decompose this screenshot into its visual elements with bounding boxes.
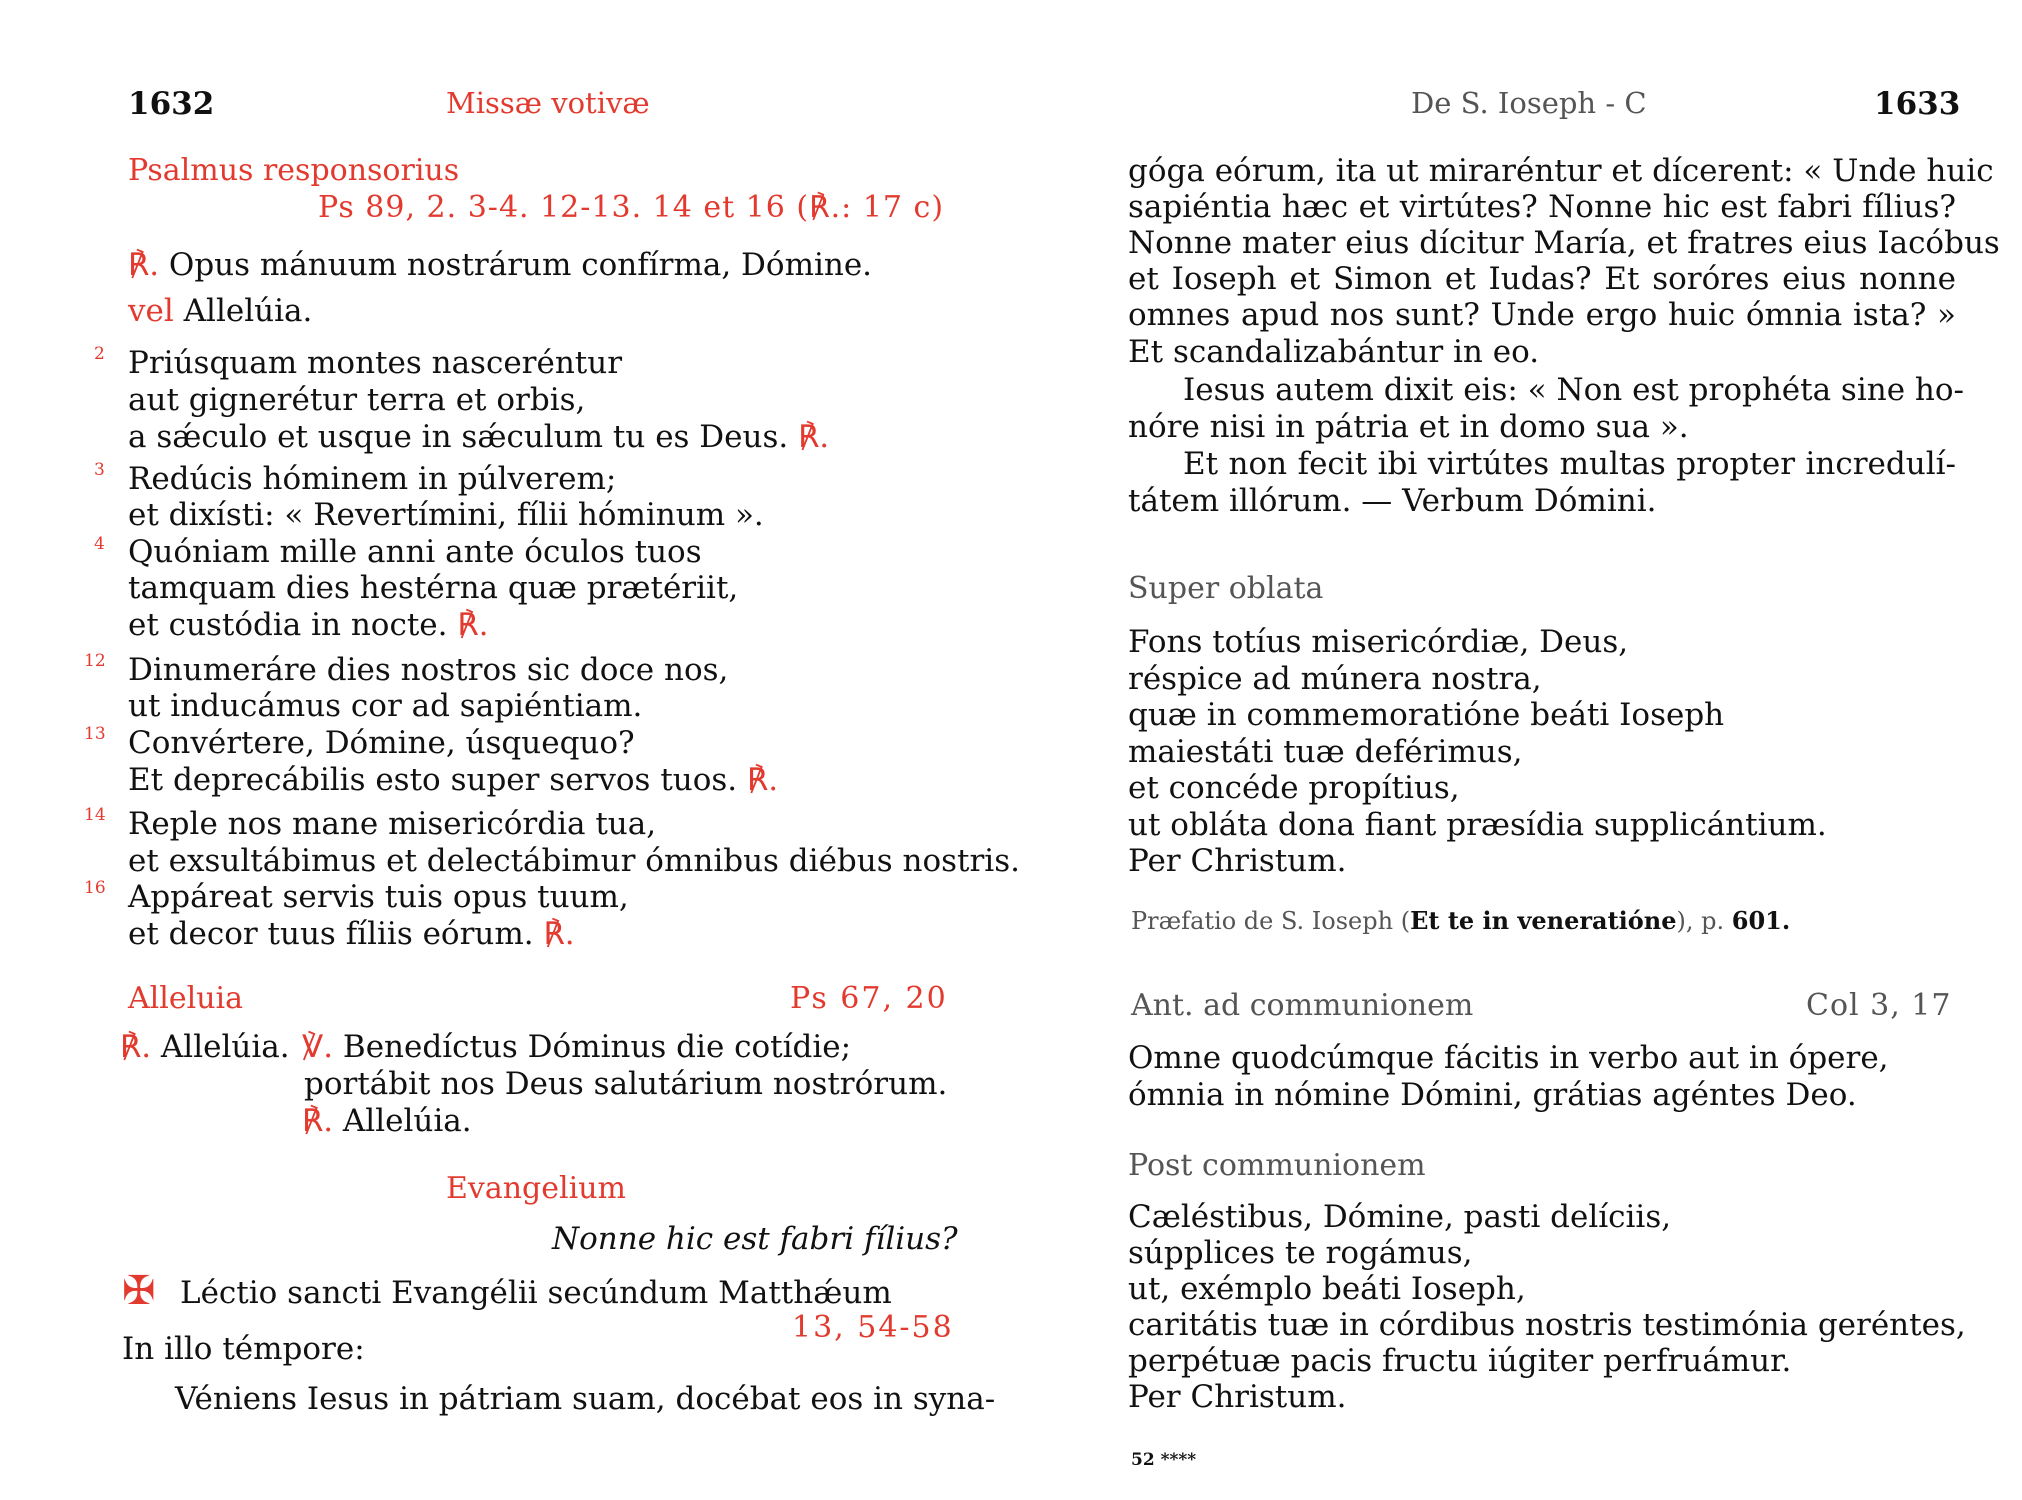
verse-line: Priúsquam montes nasceréntur [128, 345, 623, 381]
verse-number: 12 [84, 651, 106, 671]
post-communion-title: Post communionem [1128, 1148, 1426, 1183]
prayer-line: caritátis tuæ in córdibus nostris testimónia geréntes, [1128, 1307, 1966, 1343]
gospel-title: Evangelium [446, 1171, 626, 1206]
running-head: Missæ votivæ [446, 86, 650, 120]
verse-line: a sǽculo et usque in sǽculum tu es Deus. ℟. [128, 419, 830, 455]
verse-line: aut gignerétur terra et orbis, [128, 382, 586, 418]
gospel-text-line: Et scandalizabántur in eo. [1128, 334, 1540, 370]
alleluia-reference: Ps 67, 20 [790, 981, 948, 1016]
verse-line: tamquam dies hestérna quæ prætériit, [128, 570, 739, 606]
verse-line: Reple nos mane misericórdia tua, [128, 806, 657, 842]
page-number: 1632 [128, 86, 215, 122]
running-head: De S. Ioseph - C [1411, 86, 1647, 120]
verse-line: ut inducámus cor ad sapiéntiam. [128, 688, 643, 724]
psalm-response: ℟. Opus mánuum nostrárum confírma, Dómine. [128, 247, 873, 283]
verse-number: 16 [84, 878, 106, 898]
verse-line: Redúcis hóminem in púlverem; [128, 461, 617, 497]
prayer-line: quæ in commemoratióne beáti Ioseph [1128, 697, 1725, 733]
verse-number: 13 [84, 724, 106, 744]
page-number: 1633 [1874, 86, 1961, 122]
alleluia-verse-line: ℣. Benedíctus Dóminus die cotídie; [302, 1029, 852, 1065]
verse-line: Et deprecábilis esto super servos tuos. ℟. [128, 762, 779, 798]
verse-line: Appáreat servis tuis opus tuum, [128, 879, 629, 915]
antiphon-line: Omne quodcúmque fácitis in verbo aut in ópere, [1128, 1040, 1889, 1076]
prayer-line: réspice ad múnera nostra, [1128, 661, 1542, 697]
gospel-intro: Léctio sancti Evangélii secúndum Matthǽum [180, 1275, 892, 1311]
antiphon-line: ómnia in nómine Dómini, grátias agéntes Deo. [1128, 1077, 1857, 1113]
prayer-line: Cæléstibus, Dómine, pasti delíciis, [1128, 1199, 1672, 1235]
gospel-text-line: sapiéntia hæc et virtútes? Nonne hic est fabri fílius? [1128, 189, 1956, 225]
communion-antiphon-reference: Col 3, 17 [1806, 988, 1952, 1023]
gospel-text-line: Nonne mater eius dícitur María, et fratres eius Iacóbus [1128, 225, 2000, 261]
verse-line: et exsultábimus et delectábimur ómnibus diébus nostris. [128, 843, 1020, 879]
verse-line: Dinumeráre dies nostros sic doce nos, [128, 652, 729, 688]
gospel-subtitle: Nonne hic est fabri fílius? [552, 1221, 958, 1257]
super-oblata-title: Super oblata [1128, 571, 1324, 606]
gospel-text-line: Et non fecit ibi virtútes multas propter incredulí- [1183, 446, 1956, 482]
prayer-line: perpétuæ pacis fructu iúgiter perfruámur. [1128, 1343, 1792, 1379]
gospel-text-line: góga eórum, ita ut miraréntur et dícerent: « Unde huic [1128, 153, 1994, 189]
prayer-line: ut, exémplo beáti Ioseph, [1128, 1271, 1526, 1307]
gospel-text-line: omnes apud nos sunt? Unde ergo huic ómnia ista? » [1128, 297, 1956, 333]
gospel-text-line: nóre nisi in pátria et in domo sua ». [1128, 409, 1689, 445]
verse-number: 4 [94, 534, 105, 554]
verse-number: 14 [84, 805, 106, 825]
gospel-tempore: In illo témpore: [122, 1331, 365, 1367]
prefatio-note: Præfatio de S. Ioseph (Et te in veneratióne), p. 601. [1131, 906, 1791, 935]
cross-icon: ✠ [122, 1268, 156, 1314]
verse-line: et dixísti: « Revertímini, fílii hóminum ». [128, 497, 764, 533]
gospel-text-line: Iesus autem dixit eis: « Non est prophéta sine ho- [1183, 372, 1965, 408]
gospel-reference: 13, 54-58 [792, 1310, 954, 1345]
prayer-line: ut obláta dona fiant præsídia supplicántium. [1128, 807, 1827, 843]
right-page [1011, 0, 2022, 1500]
response-mark: ℟. [128, 247, 160, 283]
prayer-line: Fons totíus misericórdiæ, Deus, [1128, 624, 1629, 660]
communion-antiphon-title: Ant. ad communionem [1131, 988, 1474, 1023]
prayer-line: et concéde propítius, [1128, 770, 1460, 806]
verse-line: Quóniam mille anni ante óculos tuos [128, 534, 702, 570]
prayer-line: Per Christum. [1128, 1379, 1347, 1415]
signature-mark: 52 **** [1131, 1450, 1197, 1470]
psalm-title: Psalmus responsorius [128, 153, 460, 188]
verse-line: et custódia in nocte. ℟. [128, 607, 489, 643]
gospel-text-line: tátem illórum. — Verbum Dómini. [1128, 483, 1657, 519]
verse-number: 2 [94, 344, 105, 364]
versicle-mark: ℣. [302, 1029, 334, 1065]
alleluia-verse-line: portábit nos Deus salutárium nostrórum. [304, 1066, 948, 1102]
prayer-line: Per Christum. [1128, 843, 1347, 879]
prayer-line: maiestáti tuæ deférimus, [1128, 734, 1523, 770]
gospel-text-line: Véniens Iesus in pátriam suam, docébat eos in syna- [175, 1381, 996, 1417]
alleluia-response: ℟. Allelúia. [120, 1029, 290, 1065]
prayer-line: súpplices te rogámus, [1128, 1235, 1473, 1271]
psalm-response-alt: vel Allelúia. [128, 293, 313, 329]
verse-line: et decor tuus fíliis eórum. ℟. [128, 916, 575, 952]
alleluia-title: Alleluia [128, 981, 244, 1016]
verse-line: Convértere, Dómine, úsquequo? [128, 725, 635, 761]
verse-number: 3 [94, 460, 105, 480]
alleluia-end: ℟. Allelúia. [302, 1103, 472, 1139]
psalm-reference: Ps 89, 2. 3-4. 12-13. 14 et 16 (℟.: 17 c) [318, 190, 945, 225]
gospel-text-line: et Ioseph et Simon et Iudas? Et soróres eius nonne [1128, 261, 1956, 297]
